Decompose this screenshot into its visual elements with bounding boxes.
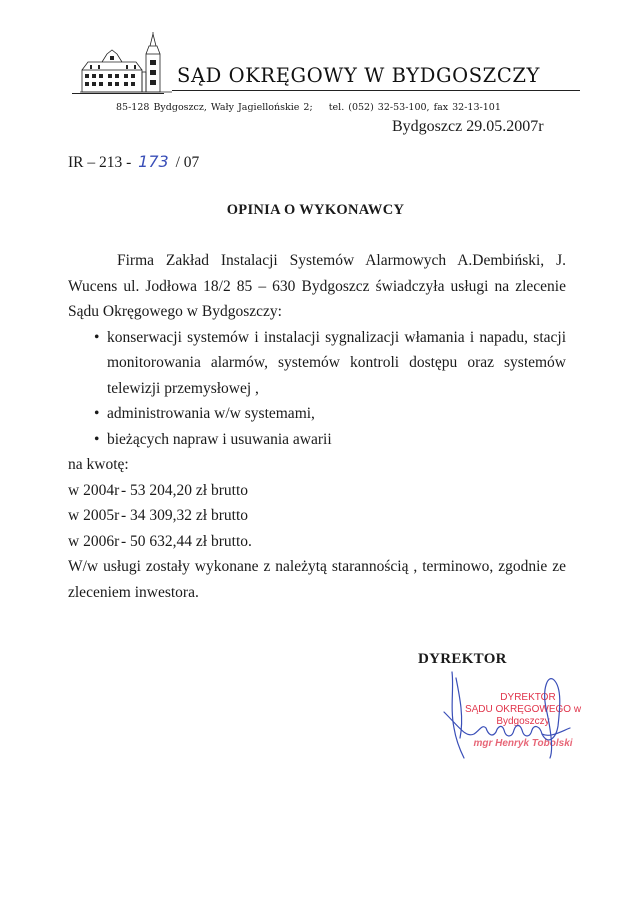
court-name: SĄD OKRĘGOWY W BYDGOSZCZY: [177, 64, 540, 87]
header-rule: [72, 93, 164, 94]
address-text: 85-128 Bydgoszcz, Wały Jagiellońskie 2;: [116, 102, 313, 113]
amount-year: w 2004r: [68, 481, 120, 499]
intro-paragraph: Firma Zakład Instalacji Systemów Alarmowych A.Dembiński, J. Wucens ul. Jodłowa 18/2 85 – 630 Bydgoszcz świadczyła usługi na zlecenie Sądu Okręgowego w Bydgoszczy:: [68, 252, 566, 320]
closing-paragraph: W/w usługi zostały wykonane z należytą starannością , terminowo, zgodnie ze zleceniem inwestora.: [68, 558, 566, 601]
amount-label: na kwotę:: [68, 456, 129, 473]
list-item: [68, 325, 566, 402]
services-list: [68, 325, 566, 453]
document-body: [68, 248, 566, 605]
stamp-line: mgr Henryk Tobolski: [473, 738, 573, 749]
list-item: [68, 427, 566, 453]
amount-year: w 2006r: [68, 532, 120, 550]
list-item: [68, 401, 566, 427]
list-item-text: konserwacji systemów i instalacji sygnalizacji włamania i napadu, stacji monitorowania alarmów, systemów kontroli dostępu oraz systemów telewizji przemysłowej ,: [107, 328, 566, 397]
reference-prefix: IR – 213 -: [68, 154, 132, 171]
amount-value: - 50 632,44 zł brutto.: [121, 532, 252, 550]
list-item-text: administrowania w/w systemami,: [107, 405, 315, 422]
court-address: [116, 102, 501, 113]
amount-value: - 53 204,20 zł brutto: [121, 481, 248, 499]
amount-value: - 34 309,32 zł brutto: [121, 507, 248, 524]
stamp-line: DYREKTOR: [500, 692, 556, 703]
amount-row: [68, 529, 566, 555]
place-date: Bydgoszcz 29.05.2007r: [392, 118, 544, 135]
amount-row: [68, 503, 566, 529]
amount-year: w 2005r: [68, 507, 120, 524]
reference-handwritten-number: 173: [138, 152, 169, 171]
reference-suffix: / 07: [175, 154, 200, 171]
bullet-icon: •: [94, 328, 100, 346]
court-building-icon: [80, 32, 172, 94]
stamp-line: SĄDU OKRĘGOWEGO w Bydgoszczy: [464, 704, 582, 727]
reference-number: [68, 152, 199, 172]
bullet-icon: •: [94, 430, 100, 448]
contact-text: tel. (052) 32-53-100, fax 32-13-101: [328, 102, 501, 113]
signatory-title: DYREKTOR: [418, 651, 507, 667]
header-rule: [172, 90, 580, 91]
amount-row: [68, 478, 566, 504]
handwritten-signature-icon: [430, 668, 600, 760]
list-item-text: bieżących napraw i usuwania awarii: [107, 430, 332, 448]
bullet-icon: •: [94, 405, 100, 422]
document-title: OPINIA O WYKONAWCY: [226, 202, 405, 218]
